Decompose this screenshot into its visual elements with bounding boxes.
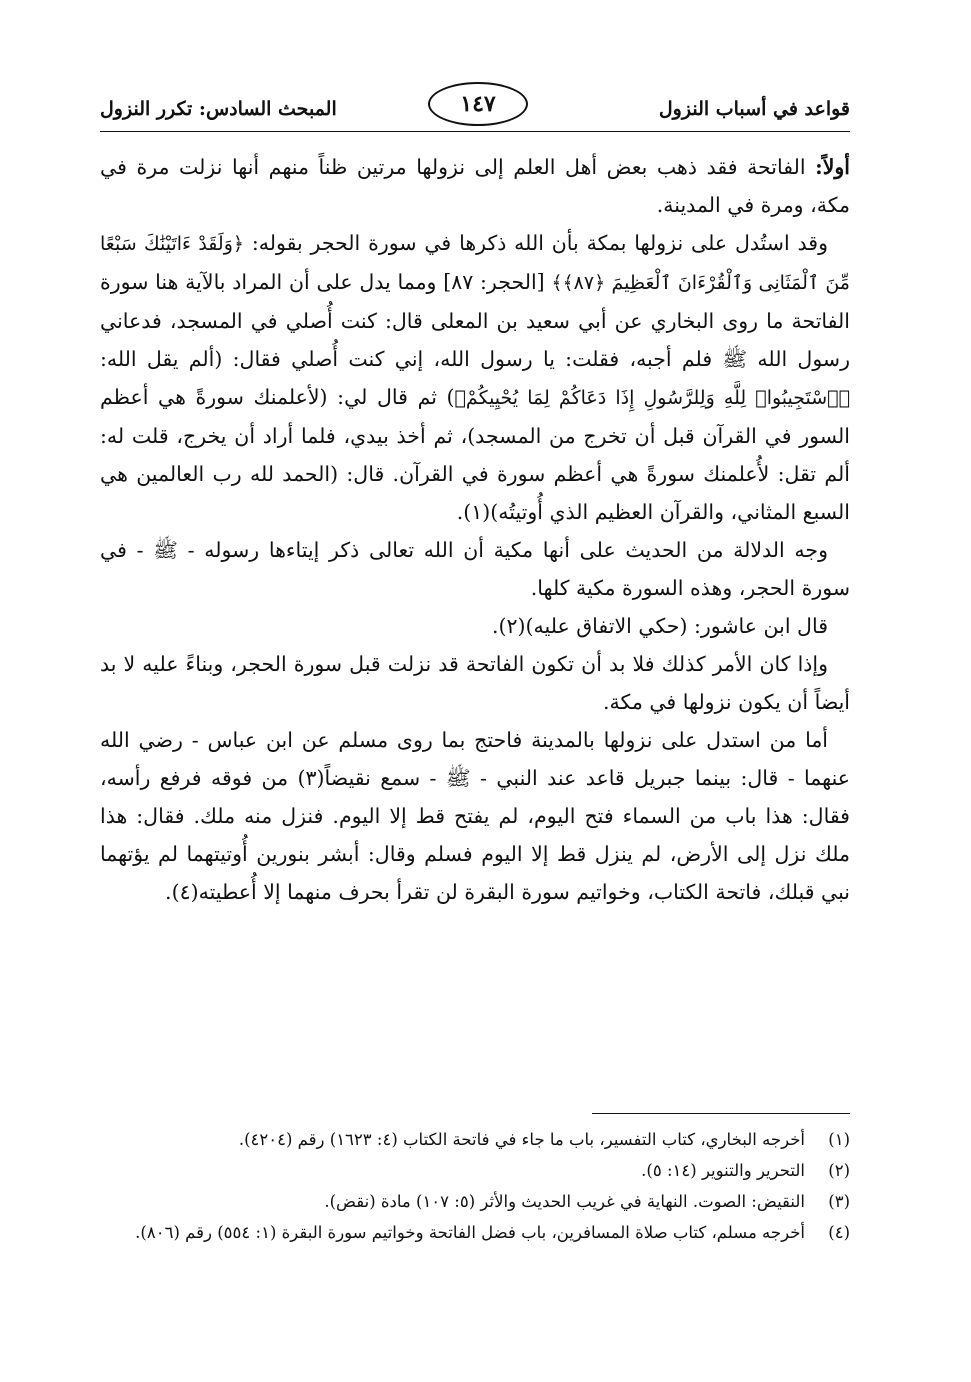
main-text bbox=[100, 148, 850, 911]
footnotes bbox=[100, 1124, 850, 1248]
footnote bbox=[100, 1217, 850, 1248]
quran-verse-2: ﴿ٱسْتَجِيبُوا۟ لِلَّهِ وَلِلرَّسُولِ إِذَا دَعَاكُمْ لِمَا يُحْيِيكُمْ﴾ bbox=[454, 387, 850, 409]
footnote-number: (٣) bbox=[828, 1192, 850, 1211]
paragraph-1-text: الفاتحة فقد ذهب بعض أهل العلم إلى نزولها مرتين ظناً منهم أنها نزلت مرة في مكة، ومرة في المدينة. bbox=[100, 155, 850, 217]
footnote-text: النقيض: الصوت. النهاية في غريب الحديث والأثر (٥: ١٠٧) مادة (نقض). bbox=[324, 1192, 805, 1211]
paragraph-6: أما من استدل على نزولها بالمدينة فاحتج بما روى مسلم عن ابن عباس - رضي الله عنهما - قال: بينما جبريل قاعد عند النبي - ﷺ - سمع نقيضاً(٣) من فوقه فرفع رأسه، فقال: هذا باب من السماء فتح اليوم، لم يفتح قط إلا اليوم. فنزل منه ملك. فقال: هذا ملك نزل إلى الأرض، لم ينزل قط إلا اليوم فسلم وقال: أبشر بنورين أُوتيتهما لم يؤتهما نبي قبلك، فاتحة الكتاب، وخواتيم سورة البقرة لن تقرأ بحرف منهما إلا أُعطيته(٤). bbox=[100, 728, 851, 904]
header-rule bbox=[100, 131, 850, 132]
paragraph-5: وإذا كان الأمر كذلك فلا بد أن تكون الفاتحة قد نزلت قبل سورة الحجر، وبناءً عليه لا بد أيضاً أن يكون نزولها في مكة. bbox=[100, 652, 850, 714]
footnote-text: أخرجه البخاري، كتاب التفسير، باب ما جاء في فاتحة الكتاب (٤: ١٦٢٣) رقم (٤٢٠٤). bbox=[238, 1130, 805, 1149]
paragraph-2 bbox=[100, 224, 850, 531]
section-title: المبحث السادس: تكرر النزول bbox=[100, 98, 337, 120]
footnote-number: (٢) bbox=[828, 1161, 850, 1180]
footnote-rule bbox=[592, 1113, 850, 1114]
footnote-text: التحرير والتنوير (١٤: ٥). bbox=[641, 1161, 805, 1180]
book-title: قواعد في أسباب النزول bbox=[658, 98, 850, 120]
footnote bbox=[100, 1155, 850, 1186]
footnote-text: أخرجه مسلم، كتاب صلاة المسافرين، باب فضل الفاتحة وخواتيم سورة البقرة (١: ٥٥٤) رقم (٨٠٦). bbox=[135, 1223, 805, 1242]
page-number: ١٤٧ bbox=[428, 82, 528, 126]
quran-verse: ﴿وَلَقَدْ ءَاتَيْنَٰكَ سَبْعًا مِّنَ ٱلْمَثَانِى وَٱلْقُرْءَانَ ٱلْعَظِيمَ ﴿٨٧﴾﴾ bbox=[100, 233, 850, 294]
paragraph-3: وجه الدلالة من الحديث على أنها مكية أن الله تعالى ذكر إيتاءها رسوله - ﷺ - في سورة الحجر، وهذه السورة مكية كلها. bbox=[100, 538, 850, 600]
paragraph-1 bbox=[100, 148, 850, 224]
paragraph-2-end: ) ثم قال لي: (لأعلمنك سورةً هي أعظم السور في القرآن قبل أن تخرج من المسجد)، ثم أخذ بيدي، فلما أراد أن يخرج، قلت له: ألم تقل: لأُعلمنك سورةً هي أعظم سورة في القرآن. قال: (الحمد لله رب العالمين هي السبع المثاني، والقرآن العظيم الذي أُوتيتُه)(١). bbox=[100, 385, 850, 524]
paragraph-2-rest: [الحجر: ٨٧] ومما يدل على أن المراد بالآية هنا سورة الفاتحة ما روى البخاري عن أبي سعيد بن المعلى قال: كنت أُصلي في المسجد، فدعاني رسول الله ﷺ فلم أجبه، فقلت: يا رسول الله، إني كنت أُصلي فقال: (ألم يقل الله: bbox=[100, 270, 850, 371]
footnote bbox=[100, 1186, 850, 1217]
footnote bbox=[100, 1124, 850, 1155]
footnote-number: (٤) bbox=[828, 1223, 850, 1242]
paragraph-4: قال ابن عاشور: (حكي الاتفاق عليه)(٢). bbox=[492, 614, 828, 638]
page-header bbox=[100, 80, 850, 130]
paragraph-2-text: وقد استُدل على نزولها بمكة بأن الله ذكرها في سورة الحجر بقوله: bbox=[251, 231, 828, 255]
footnote-number: (١) bbox=[828, 1130, 850, 1149]
lead-word: أولاً: bbox=[815, 155, 850, 179]
